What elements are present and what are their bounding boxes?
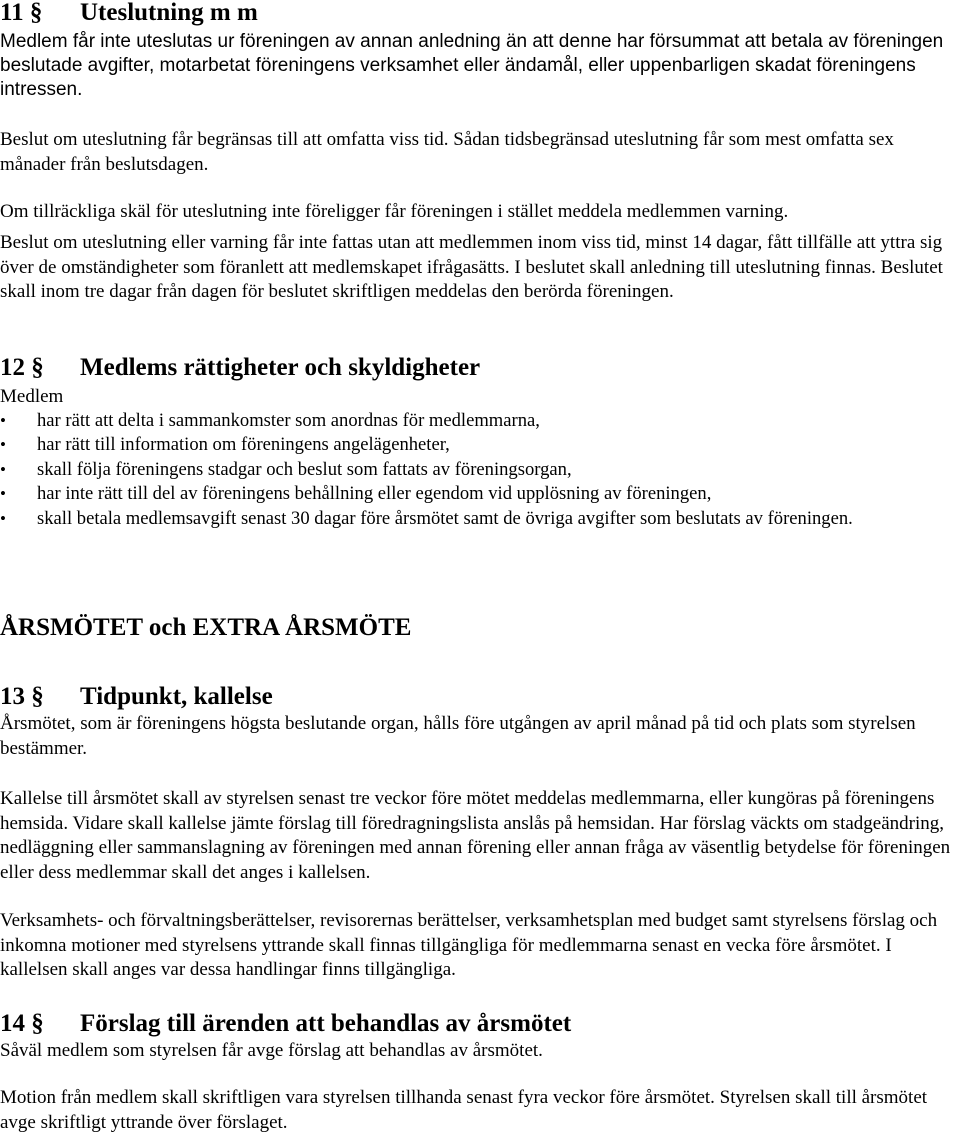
section-14-paragraph-1: Såväl medlem som styrelsen får avge förslag att behandlas av årsmötet. [0,1040,543,1061]
section-11-paragraph-1: Medlem får inte uteslutas ur föreningen av annan anledning än att denne har försummat att betala av föreningen beslutade avgifter, motarbetat föreningens verksamhet eller ändamål, eller uppenbarligen skadat föreningens intressen. [0,31,944,100]
bullet-icon: • [0,484,6,504]
section-14-title: Förslag till ärenden att behandlas av årsmötet [80,1010,572,1037]
section-11-paragraph-4: Beslut om uteslutning eller varning får inte fattas utan att medlemmen inom viss tid, minst 14 dagar, fått tillfälle att yttra sig över de omständigheter som föranlett att medlemskapet ifrågasätts. I beslutet skall anledning till uteslutning finnas. Beslutet skall inom tre dagar från dagen för beslutet skriftligen meddelas den berörda föreningen. [0,232,943,302]
section-14-number: 14 [0,1010,25,1037]
section-13-paragraph-3: Verksamhets- och förvaltningsberättelser, revisorernas berättelser, verksamhetsplan med budget samt styrelsens förslag och inkomna motioner med styrelsens yttrande skall finnas tillgängliga för medlemmarna senast en vecka före årsmötet. I kallelsen skall anges var dessa handlingar finns tillgängliga. [0,910,938,980]
section-13-paragraph-2: Kallelse till årsmötet skall av styrelsen senast tre veckor före mötet meddelas medlemmarna, eller kungöras på föreningens hemsida. Vidare skall kallelse jämte förslag till föredragningslista anslås på hemsidan. Har förslag väckts om stadgeändring, nedläggning eller sammanslagning av föreningen med annan förening eller annan fråga av väsentlig betydelse för föreningen eller dess medlemmar skall det anges i kallelsen. [0,788,951,883]
section-11-title: Uteslutning m m [80,0,258,26]
section-12-title: Medlems rättigheter och skyldigheter [80,354,481,381]
section-12-heading [0,353,956,383]
bullet-icon: • [0,411,6,430]
section-11-paragraph-2: Beslut om uteslutning får begränsas till att omfatta viss tid. Sådan tidsbegränsad uteslutning får som mest omfatta sex månader från beslutsdagen. [0,129,894,175]
section-11-number: 11 [0,0,24,26]
section-13-number: 13 [0,683,25,710]
section-13-title: Tidpunkt, kallelse [80,683,273,710]
list-item: • skall följa föreningens stadgar och beslut som fattats av föreningsorgan, [0,458,956,482]
section-12-number: 12 [0,354,25,381]
list-item: • har rätt till information om föreningens angelägenheter, [0,433,956,457]
list-item: • har rätt att delta i sammankomster som anordnas för medlemmarna, [0,409,956,433]
section-sign: § [31,1010,44,1037]
list-item: • skall betala medlemsavgift senast 30 dagar före årsmötet samt de övriga avgifter som beslutats av föreningen. [0,507,956,531]
section-14-heading [0,1009,956,1039]
section-14-paragraph-2: Motion från medlem skall skriftligen vara styrelsen tillhanda senast fyra veckor före årsmötet. Styrelsen skall till årsmötet avge skriftligt yttrande över förslaget. [0,1087,928,1133]
section-sign: § [31,683,44,710]
section-13-heading [0,682,956,712]
section-12-list [0,409,956,531]
section-12-intro: Medlem [0,386,64,407]
bullet-icon: • [0,459,6,479]
chapter-heading: ÅRSMÖTET och EXTRA ÅRSMÖTE [0,614,412,641]
section-11-paragraph-3: Om tillräckliga skäl för uteslutning inte föreligger får föreningen i stället meddela medlemmen varning. [0,201,789,222]
bullet-icon: • [0,435,6,455]
section-sign: § [31,354,44,381]
bullet-icon: • [0,508,6,528]
section-11-heading [0,0,956,28]
section-sign: § [29,0,43,26]
list-item: • har inte rätt till del av föreningens behållning eller egendom vid upplösning av föreningen, [0,482,956,506]
section-13-paragraph-1: Årsmötet, som är föreningens högsta beslutande organ, hålls före utgången av april månad på tid och plats som styrelsen bestämmer. [0,713,916,759]
